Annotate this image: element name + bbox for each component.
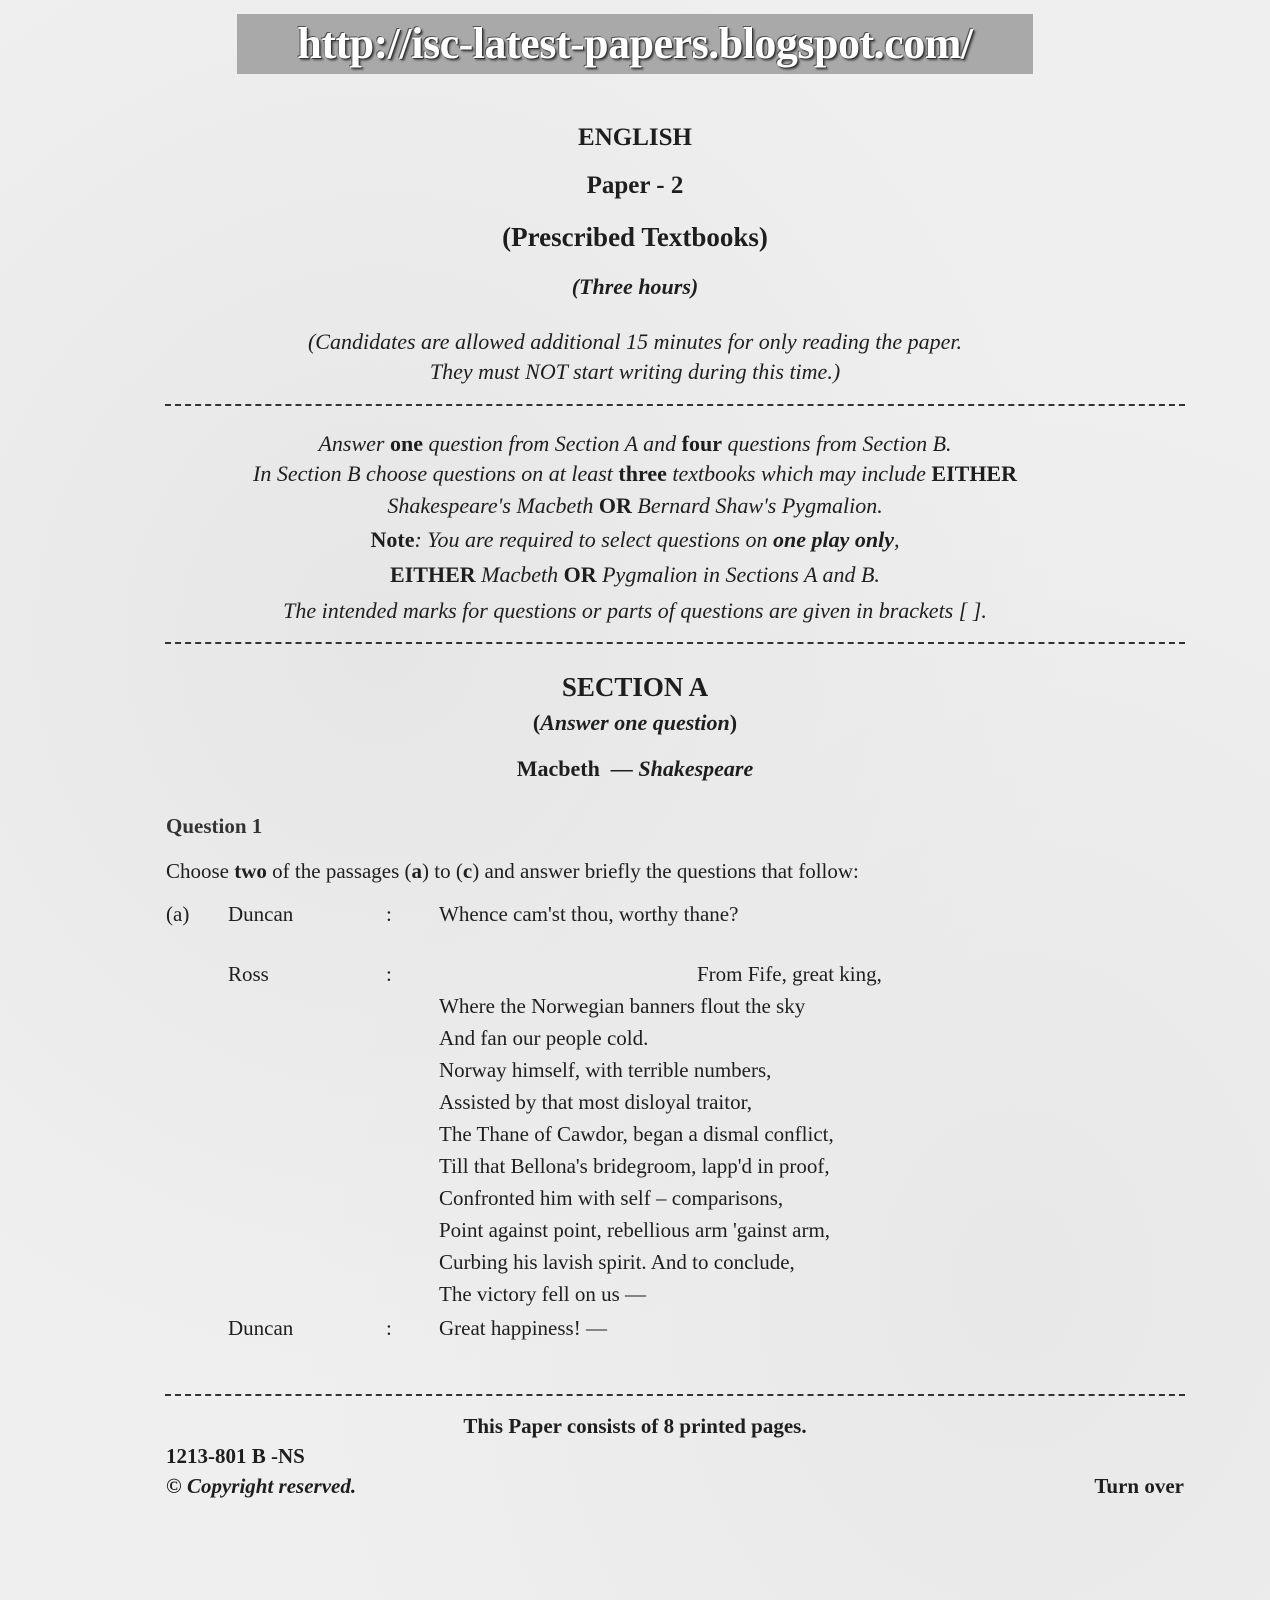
speaker-colon: : [386, 902, 392, 926]
passage-line: From Fife, great king, [697, 962, 882, 986]
instruction-line-3: Shakespeare's Macbeth OR Bernard Shaw's Pygmalion. [387, 493, 883, 518]
watermark-banner: http://isc-latest-papers.blogspot.com/ [237, 14, 1033, 74]
play-title: Macbeth — Shakespeare [516, 756, 754, 781]
passage-line: Point against point, rebellious arm 'gainst arm, [439, 1218, 831, 1242]
instruction-line-1: Answer one question from Section A and four questions from Section B. [318, 431, 952, 456]
divider [165, 404, 1185, 406]
instruction-line-5: EITHER Macbeth OR Pygmalion in Sections A and B. [390, 562, 880, 587]
duration: (Three hours) [571, 274, 699, 299]
page-count: This Paper consists of 8 printed pages. [463, 1414, 807, 1438]
passage-line: Curbing his lavish spirit. And to conclude, [439, 1250, 795, 1274]
instruction-line-2: In Section B choose questions on at least three textbooks which may include EITHER [253, 461, 1017, 486]
divider [165, 642, 1185, 644]
copyright: © Copyright reserved. [166, 1474, 357, 1498]
passage-line: Assisted by that most disloyal traitor, [439, 1090, 752, 1114]
speaker-name: Ross [228, 962, 269, 986]
question-prompt: Choose two of the passages (a) to (c) and answer briefly the questions that follow: [166, 859, 859, 883]
passage-line: Where the Norwegian banners flout the sky [439, 994, 806, 1018]
speaker-name: Duncan [228, 902, 294, 926]
passage-line: Great happiness! — [439, 1316, 607, 1340]
subject-title: ENGLISH [578, 124, 692, 151]
instruction-note: Note: You are required to select questions on one play only, [370, 527, 900, 552]
section-title: SECTION A [561, 672, 709, 702]
passage-line: The Thane of Cawdor, began a dismal conflict, [439, 1122, 834, 1146]
speaker-colon: : [386, 1316, 392, 1340]
passage-line: Till that Bellona's bridegroom, lapp'd in proof, [439, 1154, 830, 1178]
paper-number: Paper - 2 [586, 172, 684, 199]
passage-line: Confronted him with self – comparisons, [439, 1186, 784, 1210]
section-subtitle: (Answer one question) [532, 710, 738, 735]
paper-code: 1213-801 B -NS [166, 1444, 305, 1468]
passage-line: And fan our people cold. [439, 1026, 649, 1050]
marks-note: The intended marks for questions or parts of questions are given in brackets [ ]. [283, 598, 987, 623]
reading-note-1: (Candidates are allowed additional 15 minutes for only reading the paper. [307, 329, 963, 354]
question-heading: Question 1 [166, 814, 263, 838]
passage-line: The victory fell on us — [439, 1282, 647, 1306]
part-label: (a) [166, 902, 190, 926]
reading-note-2: They must NOT start writing during this time.) [429, 359, 841, 384]
passage-line: Whence cam'st thou, worthy thane? [439, 902, 739, 926]
paper-subtitle: (Prescribed Textbooks) [502, 222, 768, 252]
speaker-colon: : [386, 962, 392, 986]
turn-over: Turn over [1094, 1474, 1184, 1498]
divider [165, 1394, 1185, 1396]
passage-line: Norway himself, with terrible numbers, [439, 1058, 772, 1082]
speaker-name: Duncan [228, 1316, 294, 1340]
